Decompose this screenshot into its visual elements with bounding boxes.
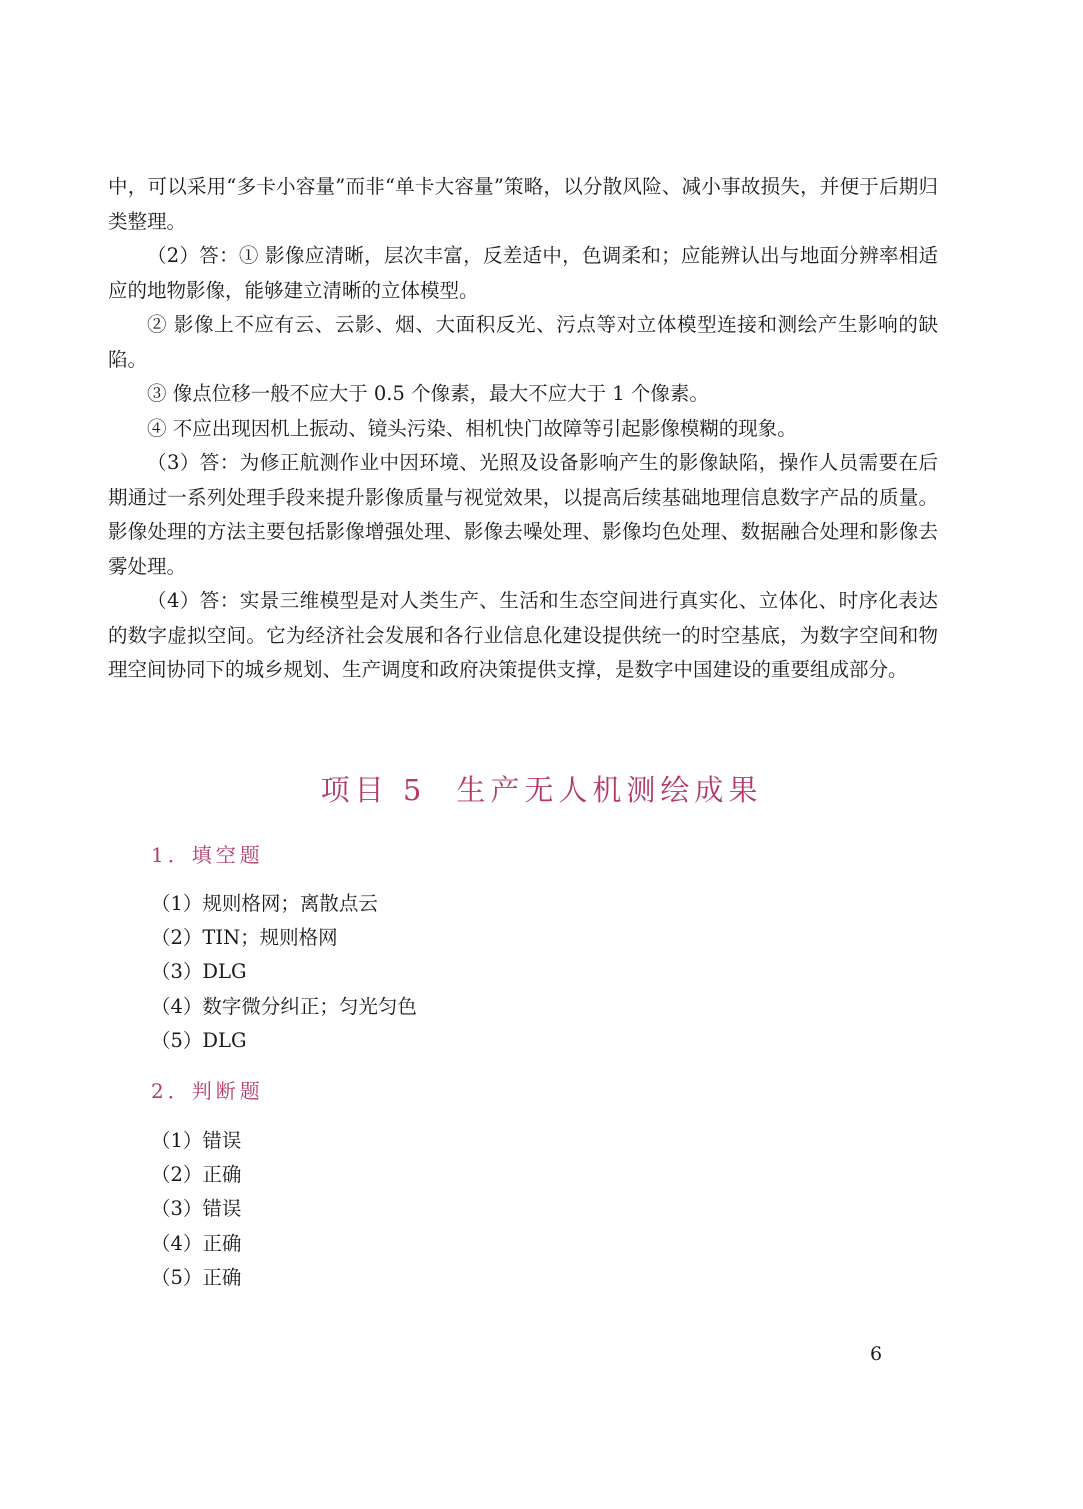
paragraph: 中，可以采用“多卡小容量”而非“单卡大容量”策略，以分散风险、减小事故损失，并便于后期归类整理。 [108, 175, 938, 233]
list-item: （4）数字微分纠正；匀光匀色 [151, 994, 417, 1018]
chapter-title-label: 项目 5 [320, 773, 427, 807]
list-item: （2）TIN；规则格网 [151, 926, 338, 950]
list-item: （1）规则格网；离散点云 [151, 892, 378, 915]
section-heading-true-false: 2．判断题 [151, 1079, 264, 1103]
paragraph: （4）答：实景三维模型是对人类生产、生活和生态空间进行真实化、立体化、时序化表达的数字虚拟空间。它为经济社会发展和各行业信息化建设提供统一的时空基底，为数字空间和物理空间协同下的城乡规划、生产调度和政府决策提供支撑，是数字中国建设的重要组成部分。 [108, 589, 938, 681]
paragraph: ④ 不应出现因机上振动、镜头污染、相机快门故障等引起影像模糊的现象。 [147, 416, 797, 440]
section-heading-fill-in: 1．填空题 [151, 843, 264, 867]
list-item: （3）错误 [151, 1197, 242, 1221]
true-false-answers-list [151, 1124, 241, 1295]
page-number: 6 [870, 1343, 883, 1365]
chapter-title [0, 770, 1083, 810]
list-item: （1）错误 [151, 1129, 242, 1152]
list-item: （2）正确 [151, 1163, 242, 1187]
list-item: （5）正确 [151, 1265, 242, 1289]
paragraph: ② 影像上不应有云、云影、烟、大面积反光、污点等对立体模型连接和测绘产生影响的缺陷。 [108, 313, 938, 371]
paragraph: （3）答：为修正航测作业中因环境、光照及设备影响产生的影像缺陷，操作人员需要在后期通过一系列处理手段来提升影像质量与视觉效果，以提高后续基础地理信息数字产品的质量。影像处理的方法主要包括影像增强处理、影像去噪处理、影像均色处理、数据融合处理和影像去雾处理。 [108, 451, 938, 578]
list-item: （4）正确 [151, 1231, 242, 1255]
paragraph: ③ 像点位移一般不应大于 0.5 个像素，最大不应大于 1 个像素。 [147, 382, 709, 405]
answer-text-block [108, 170, 938, 688]
list-item: （5）DLG [151, 1028, 247, 1052]
list-item: （3）DLG [151, 960, 247, 984]
paragraph: （2）答：① 影像应清晰，层次丰富，反差适中，色调柔和；应能辨认出与地面分辨率相适应的地物影像，能够建立清晰的立体模型。 [108, 244, 938, 302]
fill-in-answers-list [151, 887, 417, 1058]
chapter-title-name: 生产无人机测绘成果 [456, 773, 763, 807]
